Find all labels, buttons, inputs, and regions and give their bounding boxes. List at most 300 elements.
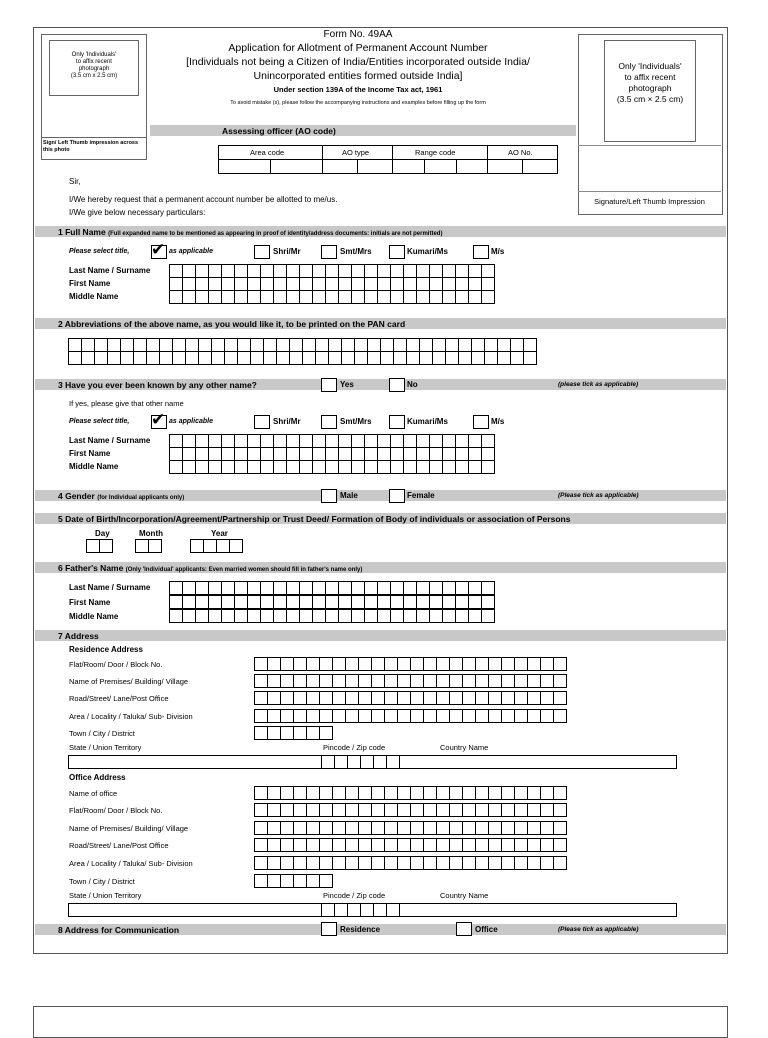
- char-box[interactable]: [325, 447, 339, 461]
- char-box[interactable]: [423, 856, 437, 870]
- char-box[interactable]: [247, 595, 261, 609]
- s1-title-kumari-checkbox[interactable]: [389, 245, 405, 259]
- char-box[interactable]: [462, 691, 476, 705]
- char-box[interactable]: [299, 595, 313, 609]
- char-box[interactable]: [488, 786, 502, 800]
- char-box[interactable]: [553, 803, 567, 817]
- char-box[interactable]: [325, 460, 339, 474]
- char-box[interactable]: [341, 351, 355, 365]
- char-box[interactable]: [319, 657, 333, 671]
- char-box[interactable]: [501, 838, 515, 852]
- s7-off-town-boxes[interactable]: [254, 874, 333, 888]
- char-box[interactable]: [195, 609, 209, 623]
- char-box[interactable]: [384, 838, 398, 852]
- char-box[interactable]: [442, 434, 456, 448]
- char-box[interactable]: [351, 460, 365, 474]
- char-box[interactable]: [455, 595, 469, 609]
- char-box[interactable]: [429, 595, 443, 609]
- char-box[interactable]: [501, 709, 515, 723]
- char-box[interactable]: [254, 838, 268, 852]
- char-box[interactable]: [553, 821, 567, 835]
- char-box[interactable]: [345, 709, 359, 723]
- char-box[interactable]: [94, 338, 108, 352]
- char-box[interactable]: [423, 821, 437, 835]
- char-box[interactable]: [211, 338, 225, 352]
- char-box[interactable]: [481, 581, 495, 595]
- char-box[interactable]: [169, 460, 183, 474]
- char-box[interactable]: [390, 581, 404, 595]
- s7-off-pincode-boxes[interactable]: [321, 903, 400, 917]
- char-box[interactable]: [462, 803, 476, 817]
- char-box[interactable]: [488, 709, 502, 723]
- char-box[interactable]: [449, 674, 463, 688]
- char-box[interactable]: [403, 434, 417, 448]
- char-box[interactable]: [484, 338, 498, 352]
- char-box[interactable]: [501, 786, 515, 800]
- char-box[interactable]: [475, 856, 489, 870]
- char-box[interactable]: [501, 674, 515, 688]
- char-box[interactable]: [377, 264, 391, 278]
- char-box[interactable]: [81, 338, 95, 352]
- char-box[interactable]: [221, 595, 235, 609]
- char-box[interactable]: [488, 856, 502, 870]
- char-box[interactable]: [267, 786, 281, 800]
- char-box[interactable]: [471, 338, 485, 352]
- char-box[interactable]: [501, 821, 515, 835]
- char-box[interactable]: [267, 674, 281, 688]
- char-box[interactable]: [410, 674, 424, 688]
- char-box[interactable]: [306, 691, 320, 705]
- char-box[interactable]: [169, 264, 183, 278]
- char-box[interactable]: [501, 803, 515, 817]
- char-box[interactable]: [293, 726, 307, 740]
- char-box[interactable]: [280, 674, 294, 688]
- char-box[interactable]: [345, 691, 359, 705]
- char-box[interactable]: [293, 856, 307, 870]
- char-box[interactable]: [312, 264, 326, 278]
- char-box[interactable]: [527, 674, 541, 688]
- char-box[interactable]: [319, 838, 333, 852]
- char-box[interactable]: [540, 838, 554, 852]
- char-box[interactable]: [267, 856, 281, 870]
- char-box[interactable]: [384, 856, 398, 870]
- char-box[interactable]: [247, 277, 261, 291]
- char-box[interactable]: [260, 581, 274, 595]
- char-box[interactable]: [553, 674, 567, 688]
- char-box[interactable]: [182, 609, 196, 623]
- char-box[interactable]: [410, 709, 424, 723]
- char-box[interactable]: [260, 595, 274, 609]
- char-box[interactable]: [442, 609, 456, 623]
- char-box[interactable]: [377, 595, 391, 609]
- char-box[interactable]: [169, 595, 183, 609]
- char-box[interactable]: [390, 447, 404, 461]
- char-box[interactable]: [120, 351, 134, 365]
- char-box[interactable]: [514, 803, 528, 817]
- char-box[interactable]: [497, 338, 511, 352]
- s1-middle-name-boxes[interactable]: [169, 290, 495, 304]
- char-box[interactable]: [436, 838, 450, 852]
- char-box[interactable]: [442, 447, 456, 461]
- char-box[interactable]: [306, 726, 320, 740]
- char-box[interactable]: [216, 539, 230, 553]
- char-box[interactable]: [371, 657, 385, 671]
- char-box[interactable]: [345, 674, 359, 688]
- char-box[interactable]: [514, 821, 528, 835]
- s6-first-name-boxes[interactable]: [169, 595, 495, 609]
- char-box[interactable]: [510, 338, 524, 352]
- char-box[interactable]: [445, 338, 459, 352]
- char-box[interactable]: [260, 434, 274, 448]
- char-box[interactable]: [481, 264, 495, 278]
- char-box[interactable]: [523, 351, 537, 365]
- char-box[interactable]: [475, 674, 489, 688]
- char-box[interactable]: [416, 447, 430, 461]
- char-box[interactable]: [299, 290, 313, 304]
- char-box[interactable]: [423, 657, 437, 671]
- char-box[interactable]: [321, 755, 335, 769]
- char-box[interactable]: [234, 447, 248, 461]
- char-box[interactable]: [267, 821, 281, 835]
- s8-residence-checkbox[interactable]: [321, 922, 337, 936]
- char-box[interactable]: [237, 351, 251, 365]
- char-box[interactable]: [481, 460, 495, 474]
- char-box[interactable]: [540, 856, 554, 870]
- s7-off-flat-boxes[interactable]: [254, 803, 567, 817]
- char-box[interactable]: [436, 674, 450, 688]
- char-box[interactable]: [182, 595, 196, 609]
- char-box[interactable]: [484, 351, 498, 365]
- char-box[interactable]: [338, 447, 352, 461]
- char-box[interactable]: [254, 657, 268, 671]
- char-box[interactable]: [514, 856, 528, 870]
- char-box[interactable]: [299, 581, 313, 595]
- char-box[interactable]: [351, 609, 365, 623]
- char-box[interactable]: [410, 838, 424, 852]
- char-box[interactable]: [468, 581, 482, 595]
- char-box[interactable]: [436, 657, 450, 671]
- char-box[interactable]: [221, 290, 235, 304]
- char-box[interactable]: [442, 460, 456, 474]
- char-box[interactable]: [364, 290, 378, 304]
- char-box[interactable]: [384, 674, 398, 688]
- char-box[interactable]: [345, 856, 359, 870]
- char-box[interactable]: [442, 277, 456, 291]
- char-box[interactable]: [475, 838, 489, 852]
- char-box[interactable]: [286, 595, 300, 609]
- char-box[interactable]: [319, 691, 333, 705]
- char-box[interactable]: [475, 786, 489, 800]
- char-box[interactable]: [410, 856, 424, 870]
- char-box[interactable]: [351, 277, 365, 291]
- char-box[interactable]: [429, 434, 443, 448]
- char-box[interactable]: [315, 351, 329, 365]
- char-box[interactable]: [455, 277, 469, 291]
- s2-abbrev-boxes-row1[interactable]: [68, 338, 537, 352]
- char-box[interactable]: [234, 434, 248, 448]
- char-box[interactable]: [273, 290, 287, 304]
- char-box[interactable]: [371, 838, 385, 852]
- char-box[interactable]: [367, 351, 381, 365]
- char-box[interactable]: [410, 803, 424, 817]
- s5-day-boxes[interactable]: [86, 539, 113, 553]
- char-box[interactable]: [195, 434, 209, 448]
- char-box[interactable]: [280, 709, 294, 723]
- char-box[interactable]: [429, 264, 443, 278]
- char-box[interactable]: [224, 351, 238, 365]
- char-box[interactable]: [306, 674, 320, 688]
- char-box[interactable]: [286, 581, 300, 595]
- char-box[interactable]: [416, 290, 430, 304]
- char-box[interactable]: [280, 786, 294, 800]
- char-box[interactable]: [347, 903, 361, 917]
- char-box[interactable]: [172, 351, 186, 365]
- char-box[interactable]: [68, 338, 82, 352]
- char-box[interactable]: [358, 803, 372, 817]
- char-box[interactable]: [380, 338, 394, 352]
- char-box[interactable]: [254, 691, 268, 705]
- char-box[interactable]: [159, 351, 173, 365]
- char-box[interactable]: [280, 726, 294, 740]
- char-box[interactable]: [169, 277, 183, 291]
- char-box[interactable]: [462, 821, 476, 835]
- char-box[interactable]: [449, 786, 463, 800]
- char-box[interactable]: [397, 674, 411, 688]
- char-box[interactable]: [481, 434, 495, 448]
- char-box[interactable]: [523, 338, 537, 352]
- char-box[interactable]: [449, 691, 463, 705]
- char-box[interactable]: [267, 838, 281, 852]
- char-box[interactable]: [312, 460, 326, 474]
- char-box[interactable]: [273, 460, 287, 474]
- char-box[interactable]: [338, 609, 352, 623]
- s7-res-pincode-boxes[interactable]: [321, 755, 400, 769]
- char-box[interactable]: [224, 338, 238, 352]
- s3-title-kumari-checkbox[interactable]: [389, 415, 405, 429]
- char-box[interactable]: [423, 786, 437, 800]
- char-box[interactable]: [429, 460, 443, 474]
- char-box[interactable]: [289, 338, 303, 352]
- char-box[interactable]: [371, 691, 385, 705]
- char-box[interactable]: [481, 290, 495, 304]
- char-box[interactable]: [208, 277, 222, 291]
- char-box[interactable]: [237, 338, 251, 352]
- char-box[interactable]: [436, 803, 450, 817]
- char-box[interactable]: [306, 874, 320, 888]
- char-box[interactable]: [351, 447, 365, 461]
- char-box[interactable]: [377, 447, 391, 461]
- char-box[interactable]: [273, 595, 287, 609]
- char-box[interactable]: [416, 264, 430, 278]
- char-box[interactable]: [338, 434, 352, 448]
- char-box[interactable]: [354, 338, 368, 352]
- char-box[interactable]: [299, 277, 313, 291]
- char-box[interactable]: [377, 609, 391, 623]
- char-box[interactable]: [221, 264, 235, 278]
- char-box[interactable]: [286, 609, 300, 623]
- char-box[interactable]: [455, 447, 469, 461]
- char-box[interactable]: [371, 803, 385, 817]
- char-box[interactable]: [182, 460, 196, 474]
- char-box[interactable]: [293, 821, 307, 835]
- char-box[interactable]: [514, 691, 528, 705]
- char-box[interactable]: [234, 581, 248, 595]
- char-box[interactable]: [325, 609, 339, 623]
- char-box[interactable]: [286, 264, 300, 278]
- char-box[interactable]: [280, 657, 294, 671]
- char-box[interactable]: [468, 290, 482, 304]
- char-box[interactable]: [436, 709, 450, 723]
- char-box[interactable]: [247, 609, 261, 623]
- char-box[interactable]: [514, 674, 528, 688]
- char-box[interactable]: [280, 874, 294, 888]
- char-box[interactable]: [371, 856, 385, 870]
- char-box[interactable]: [267, 726, 281, 740]
- s7-off-area-boxes[interactable]: [254, 856, 567, 870]
- s7-off-road-boxes[interactable]: [254, 838, 567, 852]
- char-box[interactable]: [436, 821, 450, 835]
- char-box[interactable]: [488, 838, 502, 852]
- char-box[interactable]: [364, 581, 378, 595]
- char-box[interactable]: [553, 838, 567, 852]
- char-box[interactable]: [423, 674, 437, 688]
- char-box[interactable]: [386, 755, 400, 769]
- char-box[interactable]: [345, 838, 359, 852]
- char-box[interactable]: [247, 290, 261, 304]
- char-box[interactable]: [371, 674, 385, 688]
- char-box[interactable]: [208, 595, 222, 609]
- char-box[interactable]: [299, 434, 313, 448]
- char-box[interactable]: [306, 856, 320, 870]
- char-box[interactable]: [527, 657, 541, 671]
- char-box[interactable]: [481, 609, 495, 623]
- char-box[interactable]: [293, 786, 307, 800]
- char-box[interactable]: [442, 290, 456, 304]
- char-box[interactable]: [390, 460, 404, 474]
- char-box[interactable]: [514, 838, 528, 852]
- char-box[interactable]: [436, 691, 450, 705]
- char-box[interactable]: [273, 609, 287, 623]
- char-box[interactable]: [527, 821, 541, 835]
- char-box[interactable]: [299, 460, 313, 474]
- char-box[interactable]: [345, 803, 359, 817]
- char-box[interactable]: [406, 351, 420, 365]
- char-box[interactable]: [221, 277, 235, 291]
- char-box[interactable]: [371, 821, 385, 835]
- char-box[interactable]: [107, 351, 121, 365]
- char-box[interactable]: [254, 821, 268, 835]
- char-box[interactable]: [325, 277, 339, 291]
- char-box[interactable]: [234, 460, 248, 474]
- char-box[interactable]: [247, 264, 261, 278]
- s2-abbrev-boxes-row2[interactable]: [68, 351, 537, 365]
- char-box[interactable]: [338, 264, 352, 278]
- char-box[interactable]: [468, 460, 482, 474]
- char-box[interactable]: [442, 581, 456, 595]
- char-box[interactable]: [410, 821, 424, 835]
- char-box[interactable]: [351, 434, 365, 448]
- s1-first-name-boxes[interactable]: [169, 277, 495, 291]
- char-box[interactable]: [358, 786, 372, 800]
- char-box[interactable]: [390, 290, 404, 304]
- s4-male-checkbox[interactable]: [321, 489, 337, 503]
- char-box[interactable]: [267, 657, 281, 671]
- char-box[interactable]: [345, 786, 359, 800]
- char-box[interactable]: [208, 581, 222, 595]
- char-box[interactable]: [250, 338, 264, 352]
- char-box[interactable]: [332, 674, 346, 688]
- char-box[interactable]: [397, 856, 411, 870]
- char-box[interactable]: [553, 657, 567, 671]
- char-box[interactable]: [247, 581, 261, 595]
- char-box[interactable]: [373, 903, 387, 917]
- char-box[interactable]: [325, 290, 339, 304]
- char-box[interactable]: [94, 351, 108, 365]
- char-box[interactable]: [267, 803, 281, 817]
- char-box[interactable]: [319, 874, 333, 888]
- char-box[interactable]: [190, 539, 204, 553]
- char-box[interactable]: [403, 447, 417, 461]
- char-box[interactable]: [247, 460, 261, 474]
- char-box[interactable]: [254, 726, 268, 740]
- char-box[interactable]: [367, 338, 381, 352]
- char-box[interactable]: [432, 338, 446, 352]
- char-box[interactable]: [527, 803, 541, 817]
- char-box[interactable]: [312, 581, 326, 595]
- char-box[interactable]: [312, 447, 326, 461]
- char-box[interactable]: [273, 581, 287, 595]
- char-box[interactable]: [553, 856, 567, 870]
- char-box[interactable]: [185, 338, 199, 352]
- char-box[interactable]: [254, 874, 268, 888]
- char-box[interactable]: [267, 709, 281, 723]
- char-box[interactable]: [527, 856, 541, 870]
- char-box[interactable]: [390, 595, 404, 609]
- char-box[interactable]: [475, 709, 489, 723]
- char-box[interactable]: [449, 856, 463, 870]
- char-box[interactable]: [358, 838, 372, 852]
- char-box[interactable]: [514, 657, 528, 671]
- char-box[interactable]: [384, 657, 398, 671]
- char-box[interactable]: [488, 657, 502, 671]
- char-box[interactable]: [371, 786, 385, 800]
- char-box[interactable]: [397, 691, 411, 705]
- char-box[interactable]: [319, 674, 333, 688]
- char-box[interactable]: [390, 434, 404, 448]
- char-box[interactable]: [397, 657, 411, 671]
- char-box[interactable]: [377, 290, 391, 304]
- s5-month-boxes[interactable]: [135, 539, 162, 553]
- char-box[interactable]: [334, 903, 348, 917]
- char-box[interactable]: [360, 903, 374, 917]
- char-box[interactable]: [315, 338, 329, 352]
- char-box[interactable]: [384, 821, 398, 835]
- char-box[interactable]: [488, 821, 502, 835]
- char-box[interactable]: [319, 726, 333, 740]
- s4-female-checkbox[interactable]: [389, 489, 405, 503]
- char-box[interactable]: [203, 539, 217, 553]
- char-box[interactable]: [263, 338, 277, 352]
- char-box[interactable]: [286, 290, 300, 304]
- char-box[interactable]: [501, 691, 515, 705]
- char-box[interactable]: [384, 803, 398, 817]
- char-box[interactable]: [182, 447, 196, 461]
- char-box[interactable]: [319, 709, 333, 723]
- char-box[interactable]: [299, 447, 313, 461]
- char-box[interactable]: [455, 290, 469, 304]
- char-box[interactable]: [410, 786, 424, 800]
- char-box[interactable]: [406, 338, 420, 352]
